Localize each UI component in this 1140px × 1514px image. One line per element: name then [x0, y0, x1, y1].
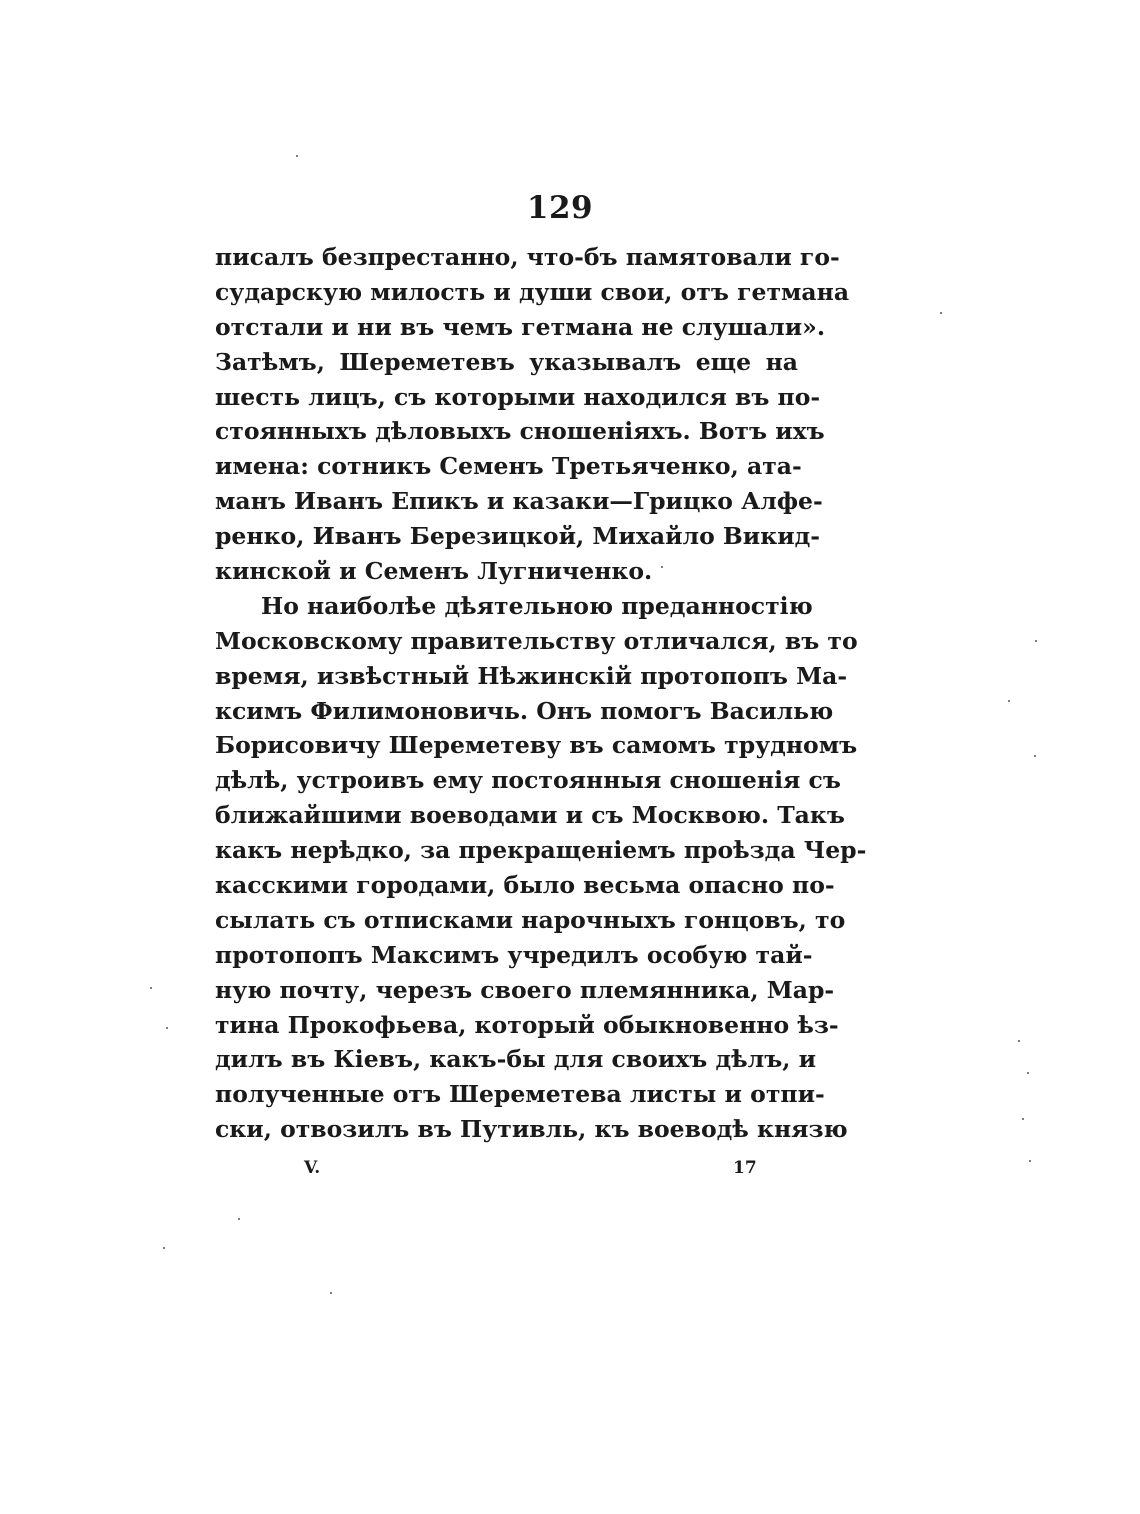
scan-speck [330, 1292, 332, 1294]
scan-speck [661, 566, 663, 568]
paragraph-2 [215, 589, 867, 1147]
text-line: Но наиболѣе дѣятельною преданностію [261, 591, 813, 620]
text-line: ную почту, черезъ своего племянника, Мар- [215, 975, 835, 1004]
body-text [215, 240, 867, 1147]
text-line: ски, отвозилъ въ Путивль, къ воеводѣ князю [215, 1115, 848, 1144]
text-line: отстали и ни въ чемъ гетмана не слушали». [215, 312, 826, 341]
text-line: ренко, Иванъ Березицкой, Михайло Викид- [215, 522, 821, 551]
text-line: ближайшими воеводами и съ Москвою. Такъ [215, 801, 845, 830]
text-line: Борисовичу Шереметеву въ самомъ трудномъ [215, 731, 858, 760]
text-line: тина Прокофьева, который обыкновенно ѣз- [215, 1010, 839, 1039]
text-line: Затѣмъ, Шереметевъ указывалъ еще на [215, 347, 798, 376]
text-line: Московскому правительству отличался, въ то [215, 626, 858, 655]
text-line: протопопъ Максимъ учредилъ особую тай- [215, 940, 813, 969]
scan-speck [1029, 1160, 1031, 1162]
scan-speck [238, 1218, 240, 1220]
text-line: ксимъ Филимоновичь. Онъ помогъ Василью [215, 696, 834, 725]
text-line: касскими городами, было весьма опасно по- [215, 871, 835, 900]
printer-signature-mark: V. [304, 1158, 321, 1178]
sheet-number: 17 [733, 1158, 757, 1178]
paragraph-1 [215, 240, 850, 589]
text-line: стоянныхъ дѣловыхъ сношеніяхъ. Вотъ ихъ [215, 417, 825, 446]
text-line: сударскую милость и души свои, отъ гетмана [215, 277, 850, 306]
text-line: дѣлѣ, устроивъ ему постоянныя сношенія съ [215, 766, 841, 795]
text-line: полученные отъ Шереметева листы и отпи- [215, 1080, 825, 1109]
scan-speck [940, 312, 942, 314]
page-number: 129 [526, 190, 594, 226]
scan-speck [1022, 1118, 1024, 1120]
text-line: какъ нерѣдко, за прекращеніемъ проѣзда Чер- [215, 836, 867, 865]
scan-speck [163, 1247, 165, 1249]
text-line: дилъ въ Кіевъ, какъ-бы для своихъ дѣлъ, и [215, 1045, 817, 1074]
text-line: кинской и Семенъ Лугниченко. [215, 557, 653, 586]
scan-speck [1018, 1040, 1020, 1042]
scan-speck [1027, 1072, 1029, 1074]
scan-speck [166, 1027, 168, 1029]
text-line: шесть лицъ, съ которыми находился въ по- [215, 382, 821, 411]
text-line: сылать съ отписками нарочныхъ гонцовъ, то [215, 905, 846, 934]
text-line: манъ Иванъ Епикъ и казаки—Грицко Алфе- [215, 487, 823, 516]
scan-speck [296, 155, 298, 157]
text-line: имена: сотникъ Семенъ Третьяченко, ата- [215, 452, 802, 481]
scan-speck [1034, 755, 1036, 757]
text-line: писалъ безпрестанно, что-бъ памятовали го- [215, 243, 840, 271]
scan-speck [1035, 640, 1037, 642]
text-line: время, извѣстный Нѣжинскій протопопъ Ма- [215, 661, 848, 690]
scan-speck [150, 987, 152, 989]
scan-speck [1008, 700, 1010, 702]
